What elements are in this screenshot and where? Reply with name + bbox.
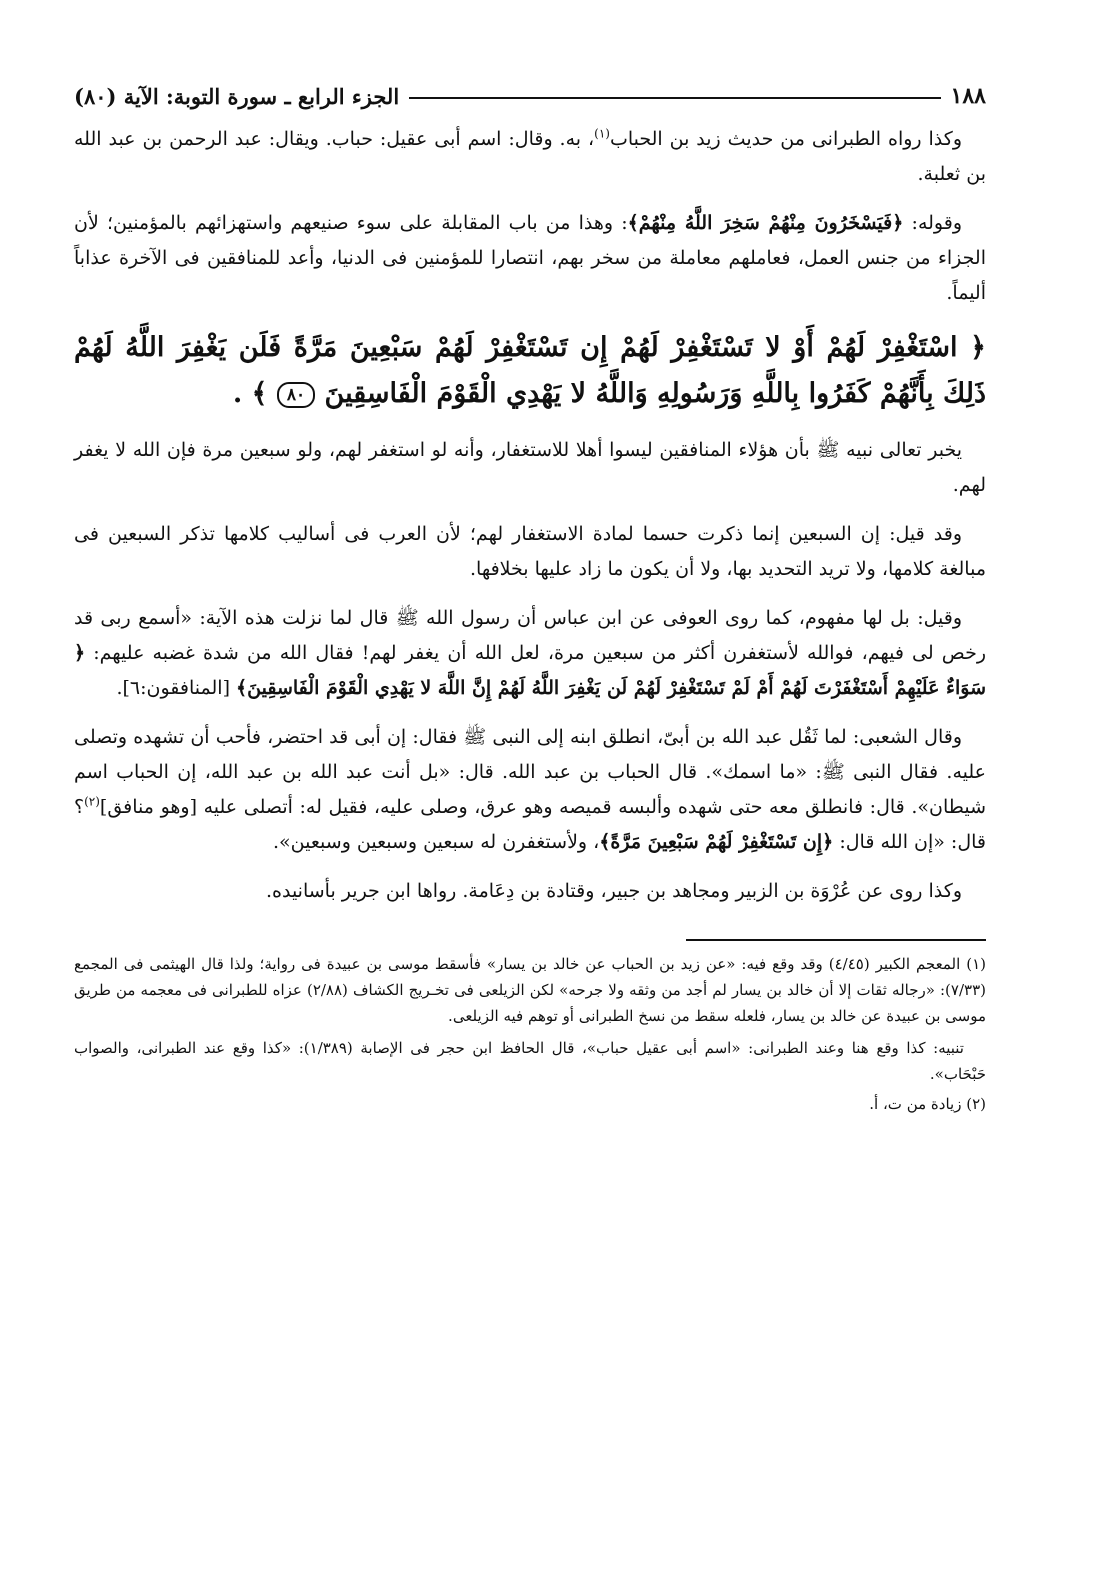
paragraph-awfi	[74, 601, 986, 706]
paragraph-text: ، ولأستغفرن له سبعين وسبعين وسبعين».	[273, 831, 600, 853]
footnote-1: (١) المعجم الكبير (٤/٤٥) وقد وقع فيه: «عن زيد بن الحباب عن خالد بن يسار» فأسقط موسى بن عبيدة فى رواية؛ ولذا قال الهيثمى فى المجمع (٧/٣٣): «رجاله ثقات إلا أن خالد بن يسار لم أجد من وثقه ولا جرحه» لكن الزيلعى فى تخـريج الكشاف (٢/٨٨) عزاه للطبرانى فى معجمه من طريق موسى بن عبيدة عن خالد بن يسار، فلعله سقط من نسخ الطبرانى أو توهم فيه الزيلعى.	[74, 955, 986, 1025]
paragraph-text: وقيل: بل لها مفهوم، كما روى العوفى عن ابن عباس أن رسول الله ﷺ قال لما نزلت هذه الآية: «أسمع ربى قد رخص لى فيهم، فوالله لأستغفرن أكثر من سبعين مرة، لعل الله أن يغفر لهم! فقال الله من شدة غضبه عليهم:	[74, 607, 986, 664]
quran-quote: ﴿إِن تَسْتَغْفِرْ لَهُمْ سَبْعِينَ مَرَّةً﴾	[599, 831, 834, 853]
paragraph-urwa: وكذا روى عن عُرْوَة بن الزبير ومجاهد بن جبير، وقتادة بن دِعَامة. رواها ابن جرير بأسانيده.	[265, 880, 962, 902]
verse-text: ﴿ اسْتَغْفِرْ لَهُمْ أَوْ لا تَسْتَغْفِرْ لَهُمْ إِن تَسْتَغْفِرْ لَهُمْ سَبْعِينَ مَرَّةً فَلَن يَغْفِرَ اللَّهُ لَهُمْ ذَلِكَ بِأَنَّهُمْ كَفَرُوا بِاللَّهِ وَرَسُولِهِ وَاللَّهُ لا يَهْدِي الْقَوْمَ الْفَاسِقِينَ	[74, 332, 986, 409]
footnote-note: تنبيه: كذا وقع هنا وعند الطبرانى: «اسم أبى عقيل حباب»، قال الحافظ ابن حجر فى الإصابة (١/٣٨٩): «كذا وقع عند الطبرانى، والصواب حَبْحَاب».	[74, 1039, 986, 1083]
quran-quote: ﴿ سَوَاءٌ عَلَيْهِمْ أَسْتَغْفَرْتَ لَهُمْ أَمْ لَمْ تَسْتَغْفِرْ لَهُمْ لَن يَغْفِرَ اللَّهُ لَهُمْ إِنَّ اللَّهَ لا يَهْدِي الْقَوْمَ الْفَاسِقِينَ﴾	[74, 642, 986, 699]
footnote-2: (٢) زيادة من ت، أ.	[869, 1095, 986, 1113]
paragraph-tabarani	[74, 122, 986, 192]
footnote-ref-2: (٢)	[84, 794, 100, 809]
paragraph-text: ، به. وقال: اسم أبى عقيل: حباب. ويقال: عبد الرحمن بن عبد الله بن ثعلبة.	[74, 128, 986, 185]
ayah-number: ٨٠	[277, 382, 315, 408]
paragraph-text: : وهذا من باب المقابلة على سوء صنيعهم واستهزائهم بالمؤمنين؛ لأن الجزاء من جنس العمل، فعاملهم معاملة من سخر بهم، انتصارا للمؤمنين فى الدنيا، وأعد للمنافقين فى الآخرة عذاباً أليماً.	[74, 212, 986, 304]
paragraph-explanation: يخبر تعالى نبيه ﷺ بأن هؤلاء المنافقين ليسوا أهلا للاستغفار، وأنه لو استغفر لهم، ولو سبعين مرة فإن الله لا يغفر لهم.	[74, 439, 986, 496]
verse-end: ﴾ .	[232, 378, 268, 409]
verse-80	[74, 325, 986, 417]
footnote-rule	[686, 939, 986, 941]
page-number: ١٨٨	[950, 83, 986, 109]
paragraph-text: وكذا رواه الطبرانى من حديث زيد بن الحباب	[609, 128, 962, 150]
running-title: الجزء الرابع ـ سورة التوبة: الآية (٨٠)	[74, 83, 400, 109]
paragraph-mockery	[74, 206, 986, 311]
paragraph-shabi	[74, 720, 986, 860]
paragraph-text: ؟ قال: «إن الله قال:	[74, 796, 986, 853]
quran-quote: ﴿فَيَسْخَرُونَ مِنْهُمْ سَخِرَ اللَّهُ مِنْهُمْ﴾	[627, 212, 904, 234]
paragraph-text: [المنافقون:٦].	[116, 677, 237, 699]
paragraph-text: وقوله:	[903, 212, 962, 234]
page	[74, 78, 986, 1121]
paragraph-text: وقال الشعبى: لما ثَقُل عبد الله بن أبىّ، انطلق ابنه إلى النبى ﷺ فقال: إن أبى قد احتضر، فأحب أن تشهده وتصلى عليه. فقال النبى ﷺ: «ما اسمك». قال الحباب بن عبد الله. قال: «بل أنت عبد الله بن عبد الله، إن الحباب اسم شيطان». قال: فانطلق معه حتى شهده وألبسه قميصه وهو عرق، وصلى عليه، فقيل له: أتصلى عليه [وهو منافق]	[74, 726, 986, 818]
running-head	[74, 78, 986, 114]
paragraph-seventy: وقد قيل: إن السبعين إنما ذكرت حسما لمادة الاستغفار لهم؛ لأن العرب فى أساليب كلامها تذكر السبعين فى مبالغة كلامها، ولا تريد التحديد بها، ولا أن يكون ما زاد عليها بخلافها.	[74, 523, 986, 580]
footnote-ref-1: (١)	[594, 126, 610, 141]
header-rule	[409, 97, 940, 99]
